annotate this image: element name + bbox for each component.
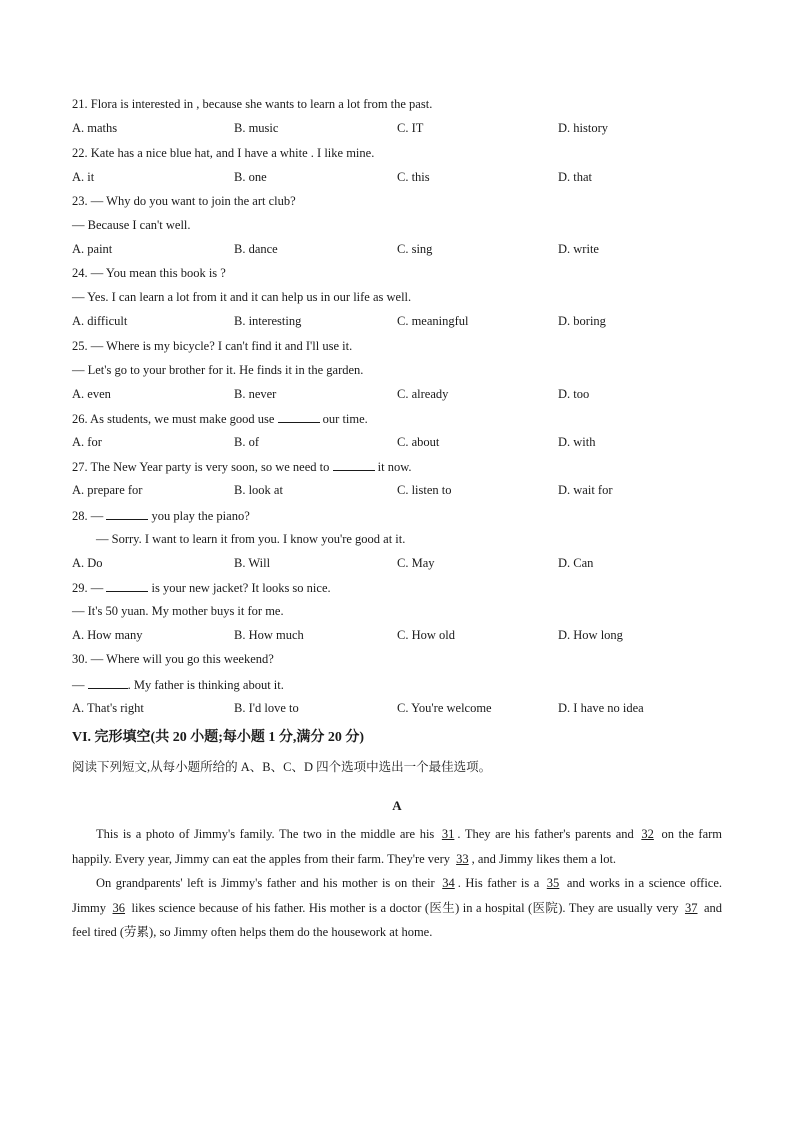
stem-part: our time. [322,412,368,426]
option-b: B. How much [234,628,304,642]
question-29-options [72,627,722,643]
option-b: B. never [234,387,277,401]
option-d: D. boring [558,314,606,328]
stem-part: 29. — [72,581,104,595]
question-28-stem [72,507,250,524]
option-c: C. How old [397,628,455,642]
passage-paragraph-2 [72,871,722,945]
option-b: B. music [234,121,279,135]
option-d: D. I have no idea [558,701,644,715]
option-d: D. Can [558,556,594,570]
stem-part: it now. [377,460,412,474]
text-run: This is a photo of Jimmy's family. The two in the middle are his [96,827,435,841]
section-instruction: 阅读下列短文,从每小题所给的 A、B、C、D 四个选项中选出一个最佳选项。 [72,760,492,774]
question-21-options [72,120,722,136]
option-c: C. IT [397,121,424,135]
text-run: and feel tired (劳累), so Jimmy often helps them do the housework at home. [72,900,723,939]
option-c: C. this [397,170,430,184]
text-run: and works in a science office. Jimmy [72,876,723,915]
stem-part: — [72,678,85,692]
question-24-options [72,313,722,329]
option-c: C. May [397,556,435,570]
option-a: A. How many [72,628,143,642]
text-run: . They are his father's parents and [457,827,634,841]
option-a: A. even [72,387,111,401]
text-run: On grandparents' left is Jimmy's father and his mother is on their [96,876,435,890]
text-run: , and Jimmy likes them a lot. [471,851,617,866]
question-29-stem [72,579,331,596]
option-a: A. maths [72,121,118,135]
option-b: B. one [234,170,267,184]
question-23-options [72,241,722,257]
section-title: VI. 完形填空(共 20 小题;每小题 1 分,满分 20 分) [72,730,365,745]
passage-paragraph-1 [72,822,722,871]
stem-part: . My father is thinking about it. [127,678,284,692]
option-c: C. meaningful [397,314,469,328]
option-a: A. That's right [72,701,144,715]
stem-part: you play the piano? [151,509,250,523]
answer-blank [106,507,148,520]
question-26-stem [72,410,368,427]
option-b: B. I'd love to [234,701,299,715]
option-d: D. wait for [558,483,613,497]
option-d: D. that [558,170,593,184]
question-30-stem: 30. — Where will you go this weekend? [72,652,274,666]
option-b: B. of [234,435,259,449]
cloze-blank-36: 36 [112,900,126,915]
question-28-response: — Sorry. I want to learn it from you. I know you're good at it. [96,532,406,546]
cloze-blank-32: 32 [641,827,654,841]
option-c: C. You're welcome [397,701,492,715]
stem-part: is your new jacket? It looks so nice. [151,581,331,595]
answer-blank [106,579,148,592]
option-b: B. interesting [234,314,302,328]
question-25-response: — Let's go to your brother for it. He finds it in the garden. [72,363,364,377]
question-23-response: — Because I can't well. [72,218,191,232]
option-d: D. How long [558,628,623,642]
option-a: A. difficult [72,314,128,328]
option-d: D. write [558,242,599,256]
option-a: A. paint [72,242,113,256]
question-30-options [72,700,722,716]
passage-heading: A [392,798,402,813]
question-25-stem: 25. — Where is my bicycle? I can't find it and I'll use it. [72,339,353,353]
question-26-options [72,434,722,450]
question-24-response: — Yes. I can learn a lot from it and it can help us in our life as well. [72,290,412,304]
question-22-options [72,169,722,185]
answer-blank [333,458,375,471]
question-22-stem: 22. Kate has a nice blue hat, and I have a white . I like mine. [72,146,375,160]
option-b: B. look at [234,483,283,497]
option-c: C. already [397,387,449,401]
question-28-options [72,555,722,571]
question-24-stem: 24. — You mean this book is ? [72,266,226,280]
text-run: . His father is a [457,876,540,890]
answer-blank [278,410,320,423]
option-b: B. Will [234,556,271,570]
question-25-options [72,386,722,402]
question-27-stem [72,458,412,475]
question-21-stem: 21. Flora is interested in , because she wants to learn a lot from the past. [72,97,433,111]
text-run: likes science because of his father. His mother is a doctor (医生) in a hospital (医院). They are usually very [131,900,679,915]
stem-part: 28. — [72,509,104,523]
question-23-stem: 23. — Why do you want to join the art club? [72,194,296,208]
question-30-response [72,676,284,693]
option-b: B. dance [234,242,278,256]
question-27-options [72,482,722,498]
option-a: A. Do [72,556,103,570]
option-d: D. too [558,387,590,401]
option-a: A. prepare for [72,483,143,497]
stem-part: 27. The New Year party is very soon, so we need to [72,460,330,474]
option-a: A. for [72,435,102,449]
text-run: on the farm happily. Every year, Jimmy can eat the apples from their farm. They're very [72,827,723,866]
option-d: D. history [558,121,608,135]
option-a: A. it [72,170,95,184]
option-c: C. about [397,435,440,449]
option-d: D. with [558,435,596,449]
passage-body [72,822,722,945]
answer-blank [88,676,128,689]
option-c: C. sing [397,242,433,256]
cloze-blank-37: 37 [684,900,698,915]
cloze-blank-31: 31 [441,827,455,841]
cloze-blank-35: 35 [546,876,560,890]
cloze-blank-33: 33 [456,851,469,866]
cloze-blank-34: 34 [442,876,455,890]
option-c: C. listen to [397,483,452,497]
question-29-response: — It's 50 yuan. My mother buys it for me. [72,604,284,618]
stem-part: 26. As students, we must make good use [72,412,275,426]
